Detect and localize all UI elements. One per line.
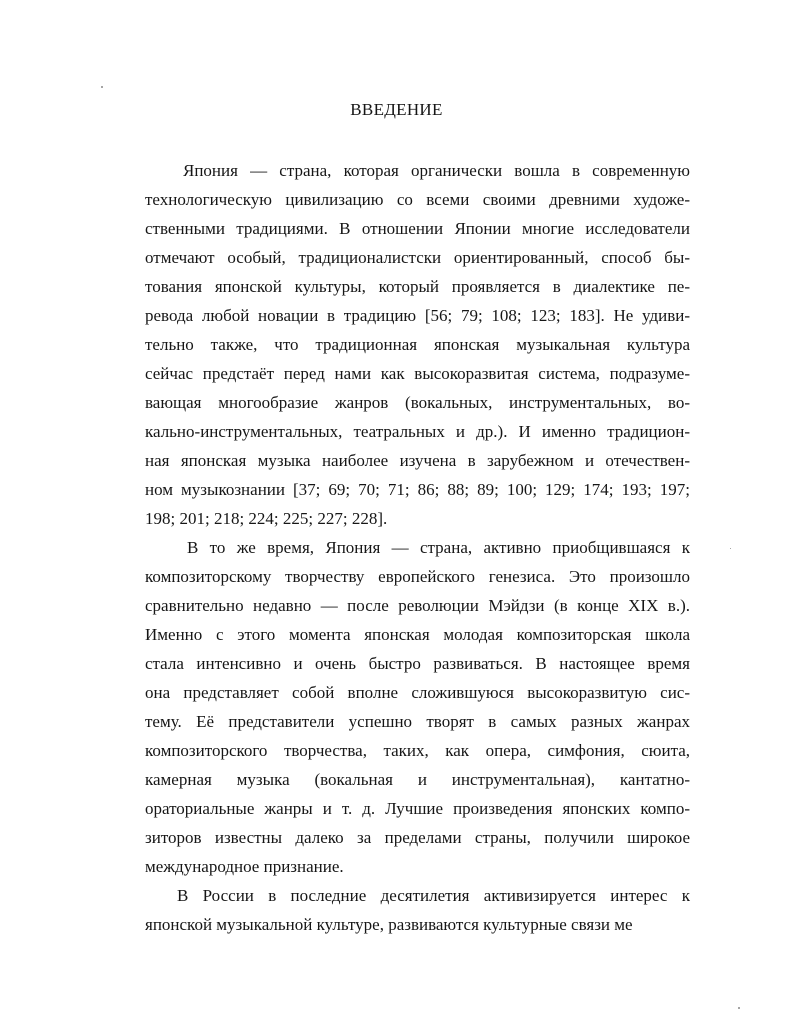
text-line: 198; 201; 218; 224; 225; 227; 228]. — [145, 509, 388, 528]
text-line: тему. Её представители успешно творят в самых разных жанрах — [145, 712, 690, 731]
page-title: ВВЕДЕНИЕ — [350, 100, 443, 119]
text-line: композиторского творчества, таких, как опера, симфония, сюита, — [145, 741, 690, 760]
text-line: тельно также, что традиционная японская музыкальная культура — [145, 335, 690, 354]
text-line: стала интенсивно и очень быстро развиваться. В настоящее время — [145, 654, 690, 673]
scan-speck — [738, 1007, 740, 1009]
text-line: японской музыкальной культуре, развиваются культурные связи ме — [145, 915, 633, 934]
text-line: камерная музыка (вокальная и инструментальная), кантатно- — [145, 770, 690, 789]
text-line: кально-инструментальных, театральных и др.). И именно традицион- — [145, 422, 690, 441]
text-line: сравнительно недавно — после революции Мэйдзи (в конце XIX в.). — [145, 596, 690, 615]
text-line: тования японской культуры, который проявляется в диалектике пе- — [145, 277, 690, 296]
text-line: ном музыкознании [37; 69; 70; 71; 86; 88; 89; 100; 129; 174; 193; 197; — [145, 480, 690, 499]
text-line: международное признание. — [145, 857, 344, 876]
text-line: ораториальные жанры и т. д. Лучшие произведения японских компо- — [145, 799, 690, 818]
text-line: В России в последние десятилетия активизируется интерес к — [177, 886, 690, 905]
text-line: отмечают особый, традиционалистски ориентированный, способ бы- — [145, 248, 690, 267]
text-line: технологическую цивилизацию со всеми своими древними художе- — [145, 190, 690, 209]
text-line: ная японская музыка наиболее изучена в зарубежном и отечествен- — [145, 451, 690, 470]
text-line: сейчас предстаёт перед нами как высокоразвитая система, подразуме- — [145, 364, 690, 383]
text-line: композиторскому творчеству европейского генезиса. Это произошло — [145, 567, 690, 586]
text-line: Именно с этого момента японская молодая композиторская школа — [145, 625, 690, 644]
text-line: зиторов известны далеко за пределами страны, получили широкое — [145, 828, 690, 847]
text-line: В то же время, Япония — страна, активно приобщившаяся к — [187, 538, 690, 557]
text-line: ственными традициями. В отношении Японии многие исследователи — [145, 219, 690, 238]
text-line: Япония — страна, которая органически вошла в современную — [183, 161, 690, 180]
text-line: она представляет собой вполне сложившуюся высокоразвитую сис- — [145, 683, 690, 702]
scan-speck — [101, 86, 103, 88]
text-line: вающая многообразие жанров (вокальных, инструментальных, во- — [145, 393, 690, 412]
text-line: ревода любой новации в традицию [56; 79; 108; 123; 183]. Не удиви- — [145, 306, 690, 325]
scan-speck — [730, 548, 731, 549]
